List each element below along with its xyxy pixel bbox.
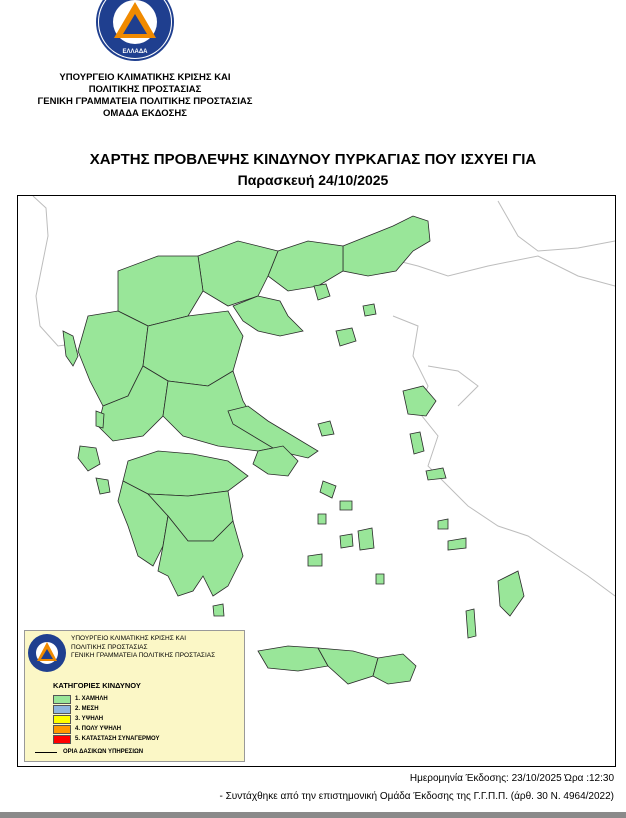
legend-ministry-line: ΓΕΝΙΚΗ ΓΡΑΜΜΑΤΕΙΑ ΠΟΛΙΤΙΚΗΣ ΠΡΟΣΤΑΣΙΑΣ — [71, 652, 216, 659]
ministry-line: ΠΟΛΙΤΙΚΗΣ ΠΡΟΣΤΑΣΙΑΣ — [88, 84, 202, 95]
logo-bottom-text: ΕΛΛΑΔΑ — [122, 49, 148, 55]
bottom-bar — [0, 812, 626, 818]
legend-category-label: 1. ΧΑΜΗΛΗ — [75, 696, 108, 702]
legend-category-low — [53, 695, 108, 703]
legend-swatch — [53, 725, 71, 734]
legend-category-label: 3. ΥΨΗΛΗ — [75, 716, 104, 722]
legend-ministry — [71, 635, 215, 661]
legend-logo — [27, 633, 67, 673]
legend-category-label: 5. ΚΑΤΑΣΤΑΣΗ ΣΥΝΑΓΕΡΜΟΥ — [75, 736, 160, 742]
legend-box — [24, 630, 245, 762]
legend-category-very-high — [53, 725, 121, 733]
footnote: - Συντάχθηκε από την επιστημονική Ομάδα Έκδοσης της Γ.Γ.Π.Π. (άρθ. 30 Ν. 4964/2022) — [219, 791, 614, 802]
ministry-line: ΓΕΝΙΚΗ ΓΡΑΜΜΑΤΕΙΑ ΠΟΛΙΤΙΚΗΣ ΠΡΟΣΤΑΣΙΑΣ — [37, 96, 253, 107]
legend-category-medium — [53, 705, 99, 713]
fire-risk-map — [17, 195, 616, 767]
ministry-header — [10, 72, 280, 120]
legend-category-label: 4. ΠΟΛΥ ΥΨΗΛΗ — [75, 726, 122, 732]
ministry-line: ΟΜΑΔΑ ΕΚΔΟΣΗΣ — [103, 108, 187, 119]
legend-category-high — [53, 715, 103, 723]
map-date: Παρασκευή 24/10/2025 — [237, 172, 389, 188]
legend-heading: ΚΑΤΗΓΟΡΙΕΣ ΚΙΝΔΥΝΟΥ — [53, 681, 141, 690]
ministry-line: ΥΠΟΥΡΓΕΙΟ ΚΛΙΜΑΤΙΚΗΣ ΚΡΙΣΗΣ ΚΑΙ — [59, 72, 231, 83]
legend-ministry-line: ΥΠΟΥΡΓΕΙΟ ΚΛΙΜΑΤΙΚΗΣ ΚΡΙΣΗΣ ΚΑΙ — [71, 635, 187, 642]
map-title: ΧΑΡΤΗΣ ΠΡΟΒΛΕΨΗΣ ΚΙΝΔΥΝΟΥ ΠΥΡΚΑΓΙΑΣ ΠΟΥ ΙΣΧΥΕΙ ΓΙΑ — [89, 151, 537, 168]
legend-border-label: ΟΡΙΑ ΔΑΣΙΚΩΝ ΥΠΗΡΕΣΙΩΝ — [63, 749, 144, 755]
legend-category-alarm — [53, 735, 160, 743]
legend-category-label: 2. ΜΕΣΗ — [75, 706, 99, 712]
legend-swatch — [53, 705, 71, 714]
legend-border-entry — [35, 749, 143, 755]
legend-swatch — [53, 695, 71, 704]
legend-ministry-line: ΠΟΛΙΤΙΚΗΣ ΠΡΟΣΤΑΣΙΑΣ — [71, 643, 148, 651]
civil-protection-logo — [94, 0, 176, 62]
border-line-symbol — [35, 752, 57, 753]
issue-date: Ημερομηνία Έκδοσης: 23/10/2025 Ώρα :12:30 — [409, 773, 614, 784]
legend-swatch — [53, 735, 71, 744]
legend-swatch — [53, 715, 71, 724]
